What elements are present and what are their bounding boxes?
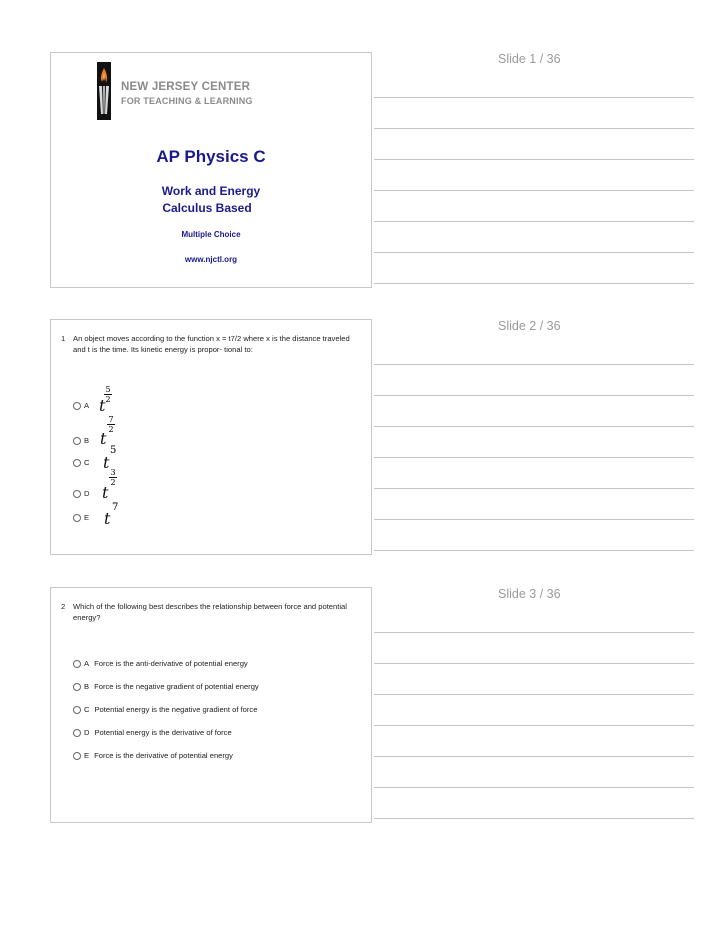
math-base: t — [100, 429, 107, 448]
logo-line2: FOR TEACHING & LEARNING — [121, 96, 253, 106]
slide-title: AP Physics C — [156, 147, 266, 166]
math-base: t — [104, 509, 111, 528]
note-line — [374, 694, 694, 695]
option-letter: C — [84, 705, 90, 714]
exponent-fraction — [109, 468, 117, 487]
question-number: 1 — [61, 334, 66, 343]
radio-icon[interactable] — [73, 514, 81, 522]
note-line — [374, 252, 694, 253]
radio-icon[interactable] — [73, 729, 81, 737]
option-letter: E — [84, 751, 90, 760]
slide-2-label: Slide 2 / 36 — [498, 319, 561, 333]
note-line — [374, 283, 694, 284]
option-b[interactable] — [73, 436, 89, 445]
note-line — [374, 457, 694, 458]
option-text: Force is the anti-derivative of potential energy — [94, 659, 248, 668]
logo-line1: NEW JERSEY CENTER — [121, 81, 251, 93]
question-1 — [61, 333, 361, 355]
question-text: Which of the following best describes the relationship between force and potential energy? — [73, 602, 347, 622]
option-d[interactable] — [73, 489, 89, 498]
note-line — [374, 725, 694, 726]
radio-icon[interactable] — [73, 402, 81, 410]
option-letter: C — [84, 458, 90, 467]
option-c[interactable] — [73, 458, 89, 467]
slide-url: www.njctl.org — [184, 255, 238, 264]
math-base: t — [102, 483, 109, 502]
radio-icon[interactable] — [73, 752, 81, 760]
slide-2 — [50, 319, 372, 555]
option-a[interactable] — [73, 401, 89, 410]
option-e[interactable] — [73, 513, 89, 522]
radio-icon[interactable] — [73, 437, 81, 445]
note-line — [374, 221, 694, 222]
slide-subtitle-2: Calculus Based — [162, 201, 252, 215]
exponent: 7 — [112, 502, 119, 513]
option-letter: D — [84, 728, 90, 737]
note-line — [374, 488, 694, 489]
option-text: Potential energy is the derivative of force — [94, 728, 232, 737]
njctl-logo — [97, 62, 277, 120]
slide-1 — [50, 52, 372, 288]
note-line — [374, 632, 694, 633]
note-line — [374, 818, 694, 819]
logo-emblem — [97, 62, 111, 120]
option-letter: D — [84, 489, 90, 498]
option-d-formula — [102, 483, 108, 502]
slide-subtitle-1: Work and Energy — [161, 184, 261, 198]
exponent-fraction — [104, 385, 112, 404]
slide-type: Multiple Choice — [181, 230, 241, 239]
question-text: An object moves according to the function x = t7/2 where x is the distance traveled and t is the time. Its kinetic energy is propor- tional to: — [73, 334, 350, 354]
question-2 — [61, 601, 361, 623]
option-letter: E — [84, 513, 90, 522]
option-b-formula — [100, 429, 106, 448]
slide-1-label: Slide 1 / 36 — [498, 52, 561, 66]
exponent-denominator: 2 — [110, 478, 116, 487]
note-line — [374, 663, 694, 664]
note-line — [374, 519, 694, 520]
option-text: Force is the derivative of potential energy — [94, 751, 233, 760]
option-e[interactable] — [73, 751, 233, 760]
slide-3-label: Slide 3 / 36 — [498, 587, 561, 601]
exponent-numerator: 5 — [105, 385, 111, 394]
slide-3 — [50, 587, 372, 823]
exponent: 5 — [110, 445, 117, 456]
radio-icon[interactable] — [73, 660, 81, 668]
exponent-denominator: 2 — [108, 425, 114, 434]
note-line — [374, 426, 694, 427]
note-line — [374, 550, 694, 551]
option-text: Potential energy is the negative gradient of force — [94, 705, 258, 714]
radio-icon[interactable] — [73, 459, 81, 467]
option-b[interactable] — [73, 682, 259, 691]
option-text: Force is the negative gradient of potential energy — [94, 682, 259, 691]
option-letter: A — [84, 659, 90, 668]
note-line — [374, 159, 694, 160]
torch-icon — [97, 62, 111, 120]
exponent-denominator: 2 — [105, 395, 111, 404]
radio-icon[interactable] — [73, 706, 81, 714]
option-c[interactable] — [73, 705, 257, 714]
option-letter: A — [84, 401, 90, 410]
question-number: 2 — [61, 602, 66, 611]
math-base: t — [99, 396, 106, 415]
note-line — [374, 756, 694, 757]
exponent-fraction — [107, 415, 115, 434]
exponent-numerator: 7 — [108, 415, 114, 424]
note-line — [374, 128, 694, 129]
math-base: t — [103, 453, 110, 472]
note-line — [374, 190, 694, 191]
note-line — [374, 395, 694, 396]
option-letter: B — [84, 682, 90, 691]
radio-icon[interactable] — [73, 683, 81, 691]
option-a[interactable] — [73, 659, 248, 668]
note-line — [374, 787, 694, 788]
exponent-numerator: 3 — [110, 468, 116, 477]
note-line — [374, 97, 694, 98]
option-letter: B — [84, 436, 90, 445]
radio-icon[interactable] — [73, 490, 81, 498]
note-line — [374, 364, 694, 365]
option-e-formula — [104, 509, 110, 528]
option-d[interactable] — [73, 728, 232, 737]
